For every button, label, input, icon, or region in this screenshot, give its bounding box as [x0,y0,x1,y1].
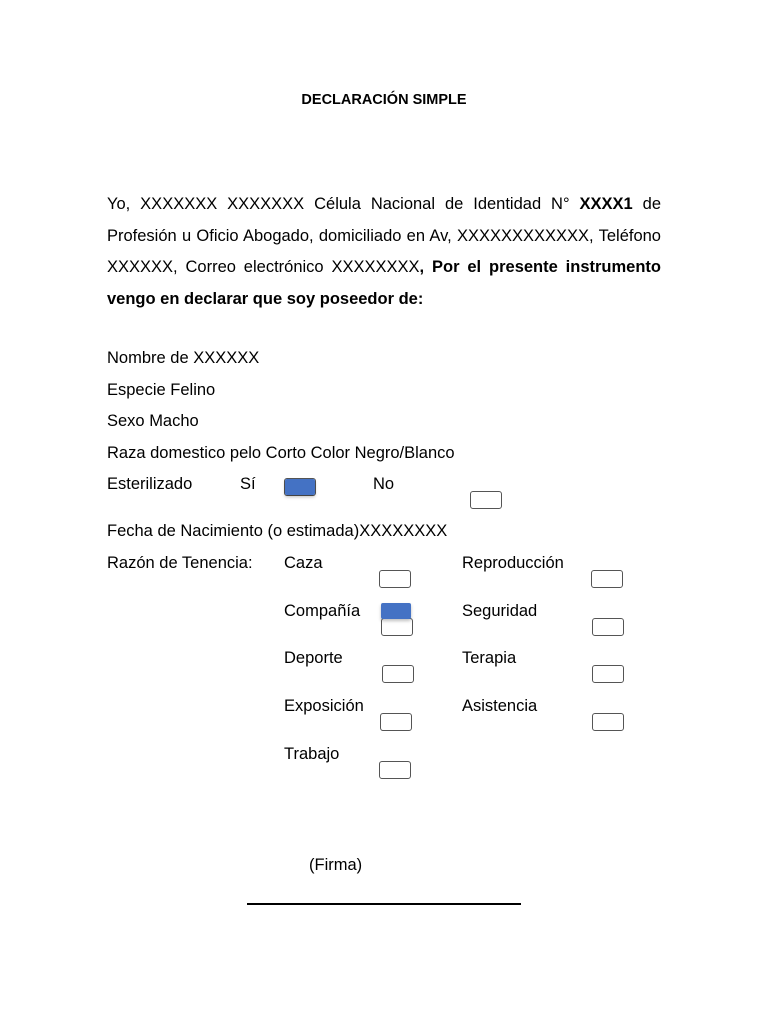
option-caza-label: Caza [284,554,323,572]
terapia-checkbox[interactable] [592,665,624,683]
option-compania-label: Compañía [284,602,361,620]
field-fecha: Fecha de Nacimiento (o estimada)XXXXXXXX [107,522,448,540]
field-sexo: Sexo Macho [107,412,199,430]
document-title: DECLARACIÓN SIMPLE [301,92,467,108]
compania-checkbox[interactable] [381,618,413,636]
field-raza: Raza domestico pelo Corto Color Negro/Blanco [107,444,455,462]
seguridad-checkbox[interactable] [592,618,624,636]
razon-tenencia-label: Razón de Tenencia: [107,554,253,572]
no-label: No [373,475,395,493]
trabajo-checkbox[interactable] [379,761,411,779]
checkbox-fill [285,479,315,495]
option-seguridad-label: Seguridad [462,602,538,620]
intro-text-2: de Profesión u Oficio Abogado, domiciliado en Av, XXXXXXXXXXXX, Teléfono XXXXXX, Correo electrónico XXXXXXXX [107,195,662,276]
field-especie: Especie Felino [107,381,216,399]
si-label: Sí [240,475,256,493]
signature-line [247,903,521,905]
intro-text-bold: , Por el presente instrumento vengo en declarar que soy poseedor de: [107,258,662,308]
signature-label: (Firma) [309,856,363,874]
esterilizado-label: Esterilizado [107,475,193,493]
esterilizado-no-checkbox[interactable] [470,491,502,509]
option-reproduccion-label: Reproducción [462,554,564,572]
deporte-checkbox[interactable] [382,665,414,683]
option-deporte-label: Deporte [284,649,343,667]
exposicion-checkbox[interactable] [380,713,412,731]
option-trabajo-label: Trabajo [284,745,340,763]
caza-checkbox[interactable] [379,570,411,588]
id-number: XXXX1 [579,195,633,213]
field-nombre: Nombre de XXXXXX [107,349,260,367]
asistencia-checkbox[interactable] [592,713,624,731]
option-exposicion-label: Exposición [284,697,364,715]
option-asistencia-label: Asistencia [462,697,538,715]
intro-paragraph [107,189,661,315]
reproduccion-checkbox[interactable] [591,570,623,588]
compania-checkbox-fill [381,603,411,619]
esterilizado-si-checkbox[interactable] [284,478,316,496]
option-terapia-label: Terapia [462,649,517,667]
intro-text-1: Yo, XXXXXXX XXXXXXX Célula Nacional de Identidad N° [107,195,580,213]
